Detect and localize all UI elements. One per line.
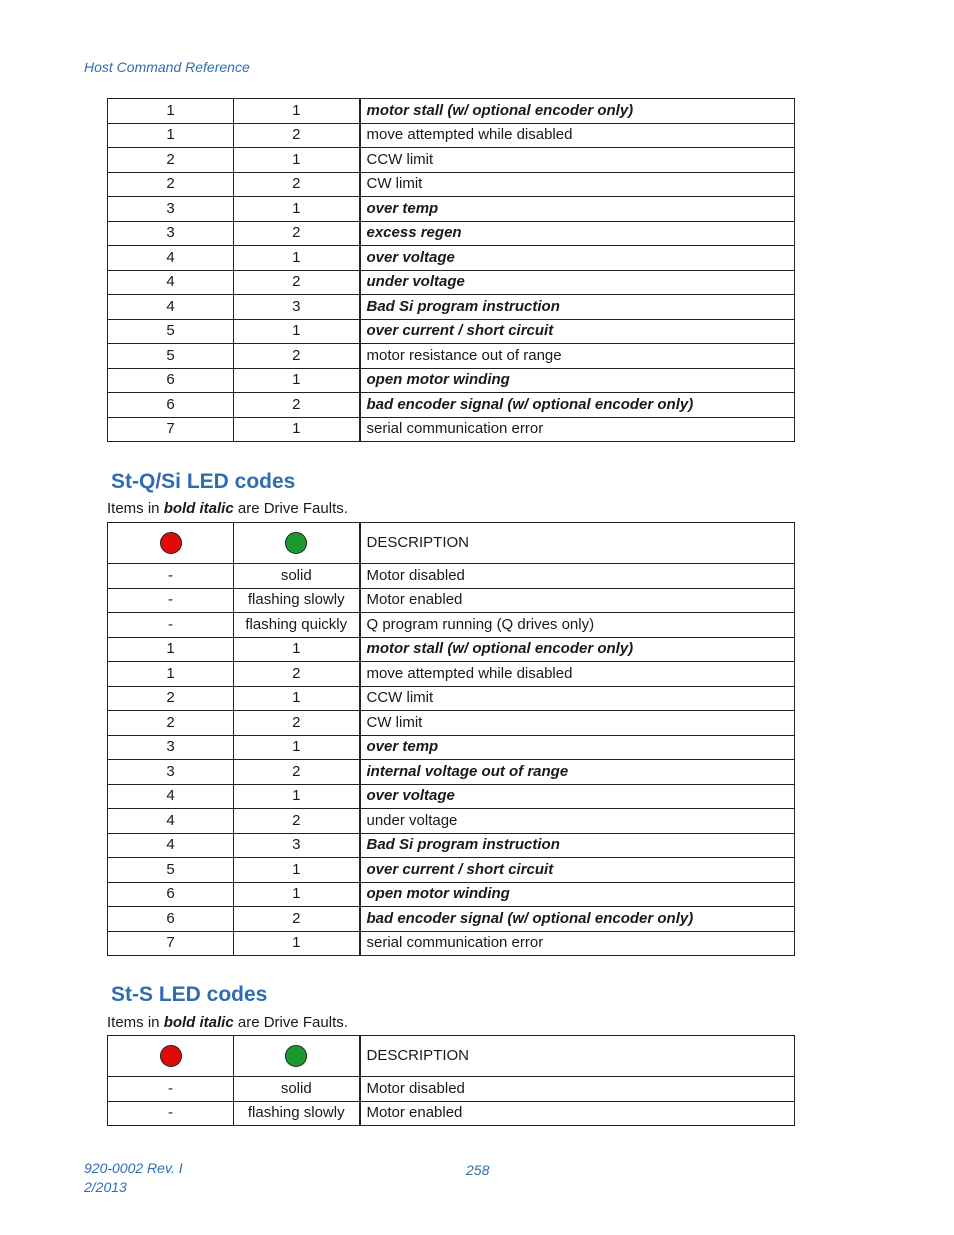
fault-legend-note: Items in bold italic are Drive Faults. bbox=[107, 1014, 348, 1031]
code-description: Motor enabled bbox=[360, 1101, 795, 1126]
code-description: open motor winding bbox=[360, 368, 795, 393]
code-description: over current / short circuit bbox=[360, 858, 795, 883]
red-led-code: - bbox=[108, 613, 234, 638]
green-led-code: 2 bbox=[234, 662, 360, 687]
code-description: excess regen bbox=[360, 221, 795, 246]
green-led-code: 1 bbox=[234, 148, 360, 173]
green-led-code: 1 bbox=[234, 882, 360, 907]
red-led-code: 7 bbox=[108, 417, 234, 442]
red-led-icon bbox=[160, 532, 182, 554]
green-led-code: flashing slowly bbox=[234, 1101, 360, 1126]
red-led-code: - bbox=[108, 1101, 234, 1126]
green-led-code: 2 bbox=[234, 221, 360, 246]
code-description: Q program running (Q drives only) bbox=[360, 613, 795, 638]
table-row bbox=[108, 393, 795, 418]
table-row bbox=[108, 246, 795, 271]
green-led-header bbox=[234, 1036, 360, 1077]
running-header: Host Command Reference bbox=[84, 59, 250, 75]
st-q-si-led-codes-table bbox=[107, 522, 795, 956]
red-led-code: 4 bbox=[108, 833, 234, 858]
red-led-code: - bbox=[108, 564, 234, 589]
green-led-code: flashing quickly bbox=[234, 613, 360, 638]
red-led-code: 1 bbox=[108, 99, 234, 124]
red-led-code: 2 bbox=[108, 172, 234, 197]
code-description: bad encoder signal (w/ optional encoder only) bbox=[360, 907, 795, 932]
red-led-code: - bbox=[108, 1077, 234, 1102]
red-led-code: 6 bbox=[108, 393, 234, 418]
green-led-code: 1 bbox=[234, 858, 360, 883]
table-row bbox=[108, 662, 795, 687]
code-description: serial communication error bbox=[360, 417, 795, 442]
green-led-header bbox=[234, 523, 360, 564]
red-led-code: 6 bbox=[108, 907, 234, 932]
table-row bbox=[108, 711, 795, 736]
red-led-code: 1 bbox=[108, 123, 234, 148]
code-description: motor stall (w/ optional encoder only) bbox=[360, 99, 795, 124]
red-led-code: - bbox=[108, 588, 234, 613]
table-row bbox=[108, 1077, 795, 1102]
green-led-code: solid bbox=[234, 564, 360, 589]
green-led-code: 1 bbox=[234, 197, 360, 222]
red-led-code: 4 bbox=[108, 295, 234, 320]
green-led-code: 2 bbox=[234, 907, 360, 932]
code-description: under voltage bbox=[360, 809, 795, 834]
green-led-icon bbox=[285, 1045, 307, 1067]
red-led-code: 3 bbox=[108, 760, 234, 785]
red-led-code: 3 bbox=[108, 197, 234, 222]
section-title-st-q-si: St-Q/Si LED codes bbox=[111, 470, 296, 493]
table-header-row bbox=[108, 1036, 795, 1077]
red-led-code: 7 bbox=[108, 931, 234, 956]
green-led-code: 2 bbox=[234, 270, 360, 295]
fault-legend-note: Items in bold italic are Drive Faults. bbox=[107, 500, 348, 517]
code-description: motor stall (w/ optional encoder only) bbox=[360, 637, 795, 662]
table-row bbox=[108, 809, 795, 834]
code-description: Bad Si program instruction bbox=[360, 833, 795, 858]
green-led-code: 2 bbox=[234, 172, 360, 197]
red-led-code: 5 bbox=[108, 344, 234, 369]
code-description: move attempted while disabled bbox=[360, 662, 795, 687]
red-led-icon bbox=[160, 1045, 182, 1067]
table-row bbox=[108, 784, 795, 809]
red-led-code: 4 bbox=[108, 270, 234, 295]
red-led-code: 4 bbox=[108, 809, 234, 834]
code-description: Motor disabled bbox=[360, 1077, 795, 1102]
table-row bbox=[108, 735, 795, 760]
green-led-code: 1 bbox=[234, 637, 360, 662]
table-row bbox=[108, 123, 795, 148]
red-led-code: 5 bbox=[108, 858, 234, 883]
red-led-code: 3 bbox=[108, 735, 234, 760]
green-led-code: 1 bbox=[234, 368, 360, 393]
table-row bbox=[108, 1101, 795, 1126]
table-row bbox=[108, 197, 795, 222]
footer-date: 2/2013 bbox=[84, 1179, 127, 1195]
table-row bbox=[108, 833, 795, 858]
description-header: DESCRIPTION bbox=[360, 523, 795, 564]
code-description: serial communication error bbox=[360, 931, 795, 956]
table-row bbox=[108, 564, 795, 589]
table-row bbox=[108, 931, 795, 956]
green-led-icon bbox=[285, 532, 307, 554]
table-header-row bbox=[108, 523, 795, 564]
table-row bbox=[108, 417, 795, 442]
code-description: Motor enabled bbox=[360, 588, 795, 613]
green-led-code: 1 bbox=[234, 735, 360, 760]
footer-revision: 920-0002 Rev. I bbox=[84, 1160, 183, 1176]
code-description: CCW limit bbox=[360, 686, 795, 711]
red-led-code: 6 bbox=[108, 368, 234, 393]
green-led-code: 2 bbox=[234, 344, 360, 369]
red-led-code: 2 bbox=[108, 686, 234, 711]
code-description: Bad Si program instruction bbox=[360, 295, 795, 320]
code-description: CCW limit bbox=[360, 148, 795, 173]
green-led-code: solid bbox=[234, 1077, 360, 1102]
green-led-code: 2 bbox=[234, 123, 360, 148]
green-led-code: 1 bbox=[234, 99, 360, 124]
red-led-code: 6 bbox=[108, 882, 234, 907]
table-row bbox=[108, 858, 795, 883]
st-s-led-codes-table bbox=[107, 1035, 795, 1126]
green-led-code: 2 bbox=[234, 760, 360, 785]
green-led-code: 3 bbox=[234, 295, 360, 320]
description-header: DESCRIPTION bbox=[360, 1036, 795, 1077]
code-description: over voltage bbox=[360, 246, 795, 271]
table-row bbox=[108, 270, 795, 295]
code-description: motor resistance out of range bbox=[360, 344, 795, 369]
table-row bbox=[108, 368, 795, 393]
table-row bbox=[108, 637, 795, 662]
green-led-code: 1 bbox=[234, 686, 360, 711]
table-row bbox=[108, 221, 795, 246]
table-row bbox=[108, 148, 795, 173]
green-led-code: 1 bbox=[234, 417, 360, 442]
led-codes-table-continued bbox=[107, 98, 795, 442]
table-row bbox=[108, 99, 795, 124]
code-description: over temp bbox=[360, 197, 795, 222]
table-row bbox=[108, 907, 795, 932]
green-led-code: 1 bbox=[234, 931, 360, 956]
code-description: over temp bbox=[360, 735, 795, 760]
red-led-code: 2 bbox=[108, 711, 234, 736]
red-led-code: 5 bbox=[108, 319, 234, 344]
code-description: over current / short circuit bbox=[360, 319, 795, 344]
code-description: over voltage bbox=[360, 784, 795, 809]
red-led-code: 1 bbox=[108, 662, 234, 687]
table-row bbox=[108, 760, 795, 785]
table-row bbox=[108, 613, 795, 638]
table-row bbox=[108, 686, 795, 711]
table-row bbox=[108, 172, 795, 197]
green-led-code: 1 bbox=[234, 784, 360, 809]
green-led-code: 2 bbox=[234, 809, 360, 834]
green-led-code: flashing slowly bbox=[234, 588, 360, 613]
green-led-code: 1 bbox=[234, 319, 360, 344]
table-row bbox=[108, 882, 795, 907]
red-led-code: 1 bbox=[108, 637, 234, 662]
red-led-code: 3 bbox=[108, 221, 234, 246]
code-description: bad encoder signal (w/ optional encoder only) bbox=[360, 393, 795, 418]
section-title-st-s: St-S LED codes bbox=[111, 983, 268, 1006]
red-led-code: 4 bbox=[108, 784, 234, 809]
green-led-code: 1 bbox=[234, 246, 360, 271]
red-led-code: 2 bbox=[108, 148, 234, 173]
code-description: under voltage bbox=[360, 270, 795, 295]
table-row bbox=[108, 344, 795, 369]
red-led-code: 4 bbox=[108, 246, 234, 271]
green-led-code: 2 bbox=[234, 393, 360, 418]
table-row bbox=[108, 295, 795, 320]
code-description: move attempted while disabled bbox=[360, 123, 795, 148]
table-row bbox=[108, 588, 795, 613]
red-led-header bbox=[108, 523, 234, 564]
green-led-code: 3 bbox=[234, 833, 360, 858]
green-led-code: 2 bbox=[234, 711, 360, 736]
page-number: 258 bbox=[466, 1162, 490, 1178]
code-description: open motor winding bbox=[360, 882, 795, 907]
code-description: Motor disabled bbox=[360, 564, 795, 589]
code-description: internal voltage out of range bbox=[360, 760, 795, 785]
red-led-header bbox=[108, 1036, 234, 1077]
table-row bbox=[108, 319, 795, 344]
code-description: CW limit bbox=[360, 711, 795, 736]
code-description: CW limit bbox=[360, 172, 795, 197]
